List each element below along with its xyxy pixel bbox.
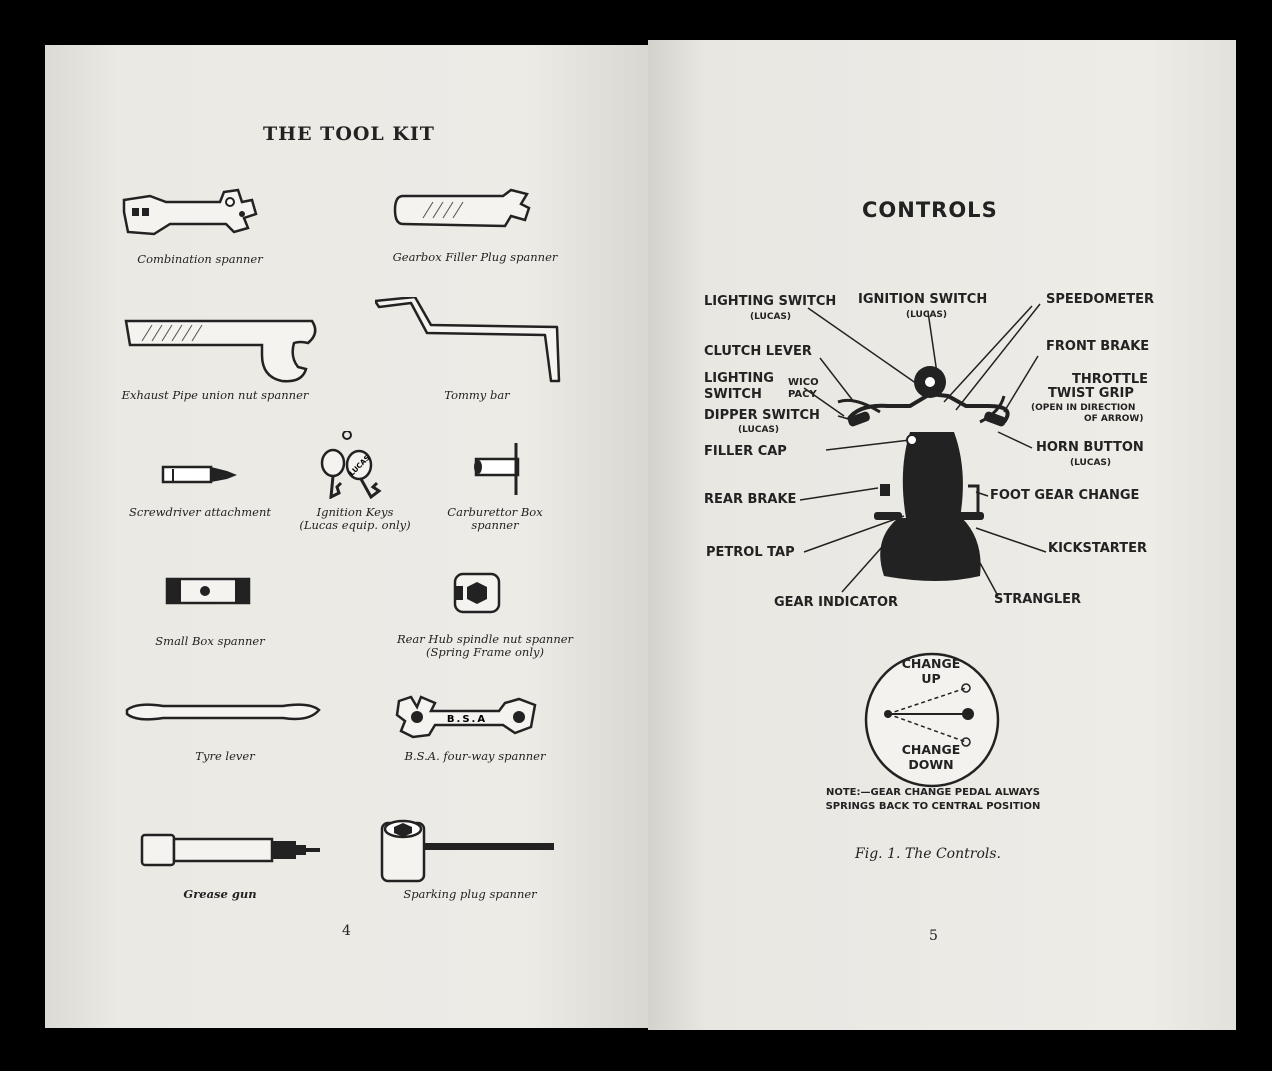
tool-caption: Combination spanner	[137, 252, 263, 266]
label-filler-cap: FILLER CAP	[704, 444, 787, 459]
note-line-2: SPRINGS BACK TO CENTRAL POSITION	[825, 801, 1041, 812]
tool-caption: Tyre lever	[195, 749, 255, 763]
label-twist-grip: TWIST GRIP	[1048, 386, 1134, 401]
rear-hub-spanner-icon	[451, 570, 505, 618]
label-clutch-lever: CLUTCH LEVER	[704, 344, 812, 359]
label-throttle-sub2: OF ARROW)	[1084, 414, 1144, 424]
label-change-up-2: UP	[921, 671, 941, 686]
label-kickstarter: KICKSTARTER	[1048, 541, 1147, 556]
tool-caption: Grease gun	[183, 887, 257, 901]
label-change-up-1: CHANGE	[901, 656, 961, 671]
label-lighting-switch-2b: SWITCH	[704, 387, 762, 402]
page-number: 5	[929, 928, 938, 944]
bsa-four-way-spanner-icon	[395, 693, 540, 741]
label-petrol-tap: PETROL TAP	[706, 545, 795, 560]
label-rear-brake: REAR BRAKE	[704, 492, 797, 507]
tyre-lever-icon	[123, 700, 323, 726]
sparking-plug-spanner-icon	[378, 815, 558, 885]
tommy-bar-icon	[375, 297, 570, 387]
label-lighting-switch-sub: (LUCAS)	[750, 312, 792, 322]
page-title: THE TOOL KIT	[263, 123, 435, 145]
tool-caption-sub: spanner	[471, 518, 519, 532]
label-lighting-switch: LIGHTING SWITCH	[704, 294, 837, 309]
tool-caption-sub: (Spring Frame only)	[425, 645, 544, 659]
page-number: 4	[342, 923, 351, 939]
left-page	[45, 45, 648, 1028]
label-horn-button-sub: (LUCAS)	[1070, 458, 1112, 468]
label-gear-indicator: GEAR INDICATOR	[774, 595, 899, 610]
tool-caption: Ignition Keys	[316, 505, 394, 519]
label-ignition-switch: IGNITION SWITCH	[858, 292, 988, 307]
label-lighting-switch-2: LIGHTING	[704, 371, 774, 386]
label-change-down-2: DOWN	[908, 757, 954, 772]
tool-caption: Small Box spanner	[155, 634, 265, 648]
tool-caption: Sparking plug spanner	[403, 887, 537, 901]
label-throttle-sub1: (OPEN IN DIRECTION	[1031, 403, 1136, 413]
left-grip	[847, 411, 871, 428]
carburettor-box-spanner-icon	[470, 441, 530, 497]
label-front-brake: FRONT BRAKE	[1046, 339, 1150, 354]
note-line-1: NOTE:—GEAR CHANGE PEDAL ALWAYS	[825, 787, 1040, 798]
page-title: CONTROLS	[862, 198, 998, 222]
figure-caption: Fig. 1. The Controls.	[855, 846, 1001, 862]
small-box-spanner-icon	[165, 573, 253, 611]
tool-caption: Screwdriver attachment	[129, 505, 271, 519]
tool-caption: Carburettor Box	[447, 505, 543, 519]
combination-spanner-icon	[120, 188, 260, 240]
label-speedometer: SPEEDOMETER	[1046, 292, 1155, 307]
exhaust-pipe-spanner-icon	[122, 313, 322, 385]
controls-diagram	[648, 40, 1236, 1030]
grease-gun-icon	[140, 831, 325, 869]
tool-caption: B.S.A. four-way spanner	[404, 749, 546, 763]
label-wico: WICO	[788, 377, 819, 388]
label-pacy: PACY	[788, 389, 817, 400]
label-dipper-switch: DIPPER SWITCH	[704, 408, 820, 423]
tool-caption-sub: (Lucas equip. only)	[299, 518, 411, 532]
label-ignition-switch-sub: (LUCAS)	[906, 310, 948, 320]
label-strangler: STRANGLER	[994, 592, 1082, 607]
right-page	[648, 40, 1236, 1030]
label-change-down-1: CHANGE	[901, 742, 961, 757]
tool-caption: Exhaust Pipe union nut spanner	[121, 388, 309, 402]
label-horn-button: HORN BUTTON	[1036, 440, 1144, 455]
seat-shape	[880, 518, 980, 581]
spanner-stamp-text: B.S.A	[446, 714, 488, 725]
tool-caption: Gearbox Filler Plug spanner	[392, 250, 558, 264]
gearbox-filler-plug-spanner-icon	[393, 188, 533, 233]
key-tag-text: LUCAS	[347, 453, 372, 478]
tool-caption: Rear Hub spindle nut spanner	[396, 632, 574, 646]
ignition-keys-icon	[317, 431, 387, 499]
tool-caption: Tommy bar	[444, 388, 510, 402]
label-throttle: THROTTLE	[1072, 372, 1149, 387]
label-foot-gear-change: FOOT GEAR CHANGE	[990, 488, 1140, 503]
screwdriver-attachment-icon	[161, 463, 241, 487]
label-dipper-switch-sub: (LUCAS)	[738, 425, 780, 435]
